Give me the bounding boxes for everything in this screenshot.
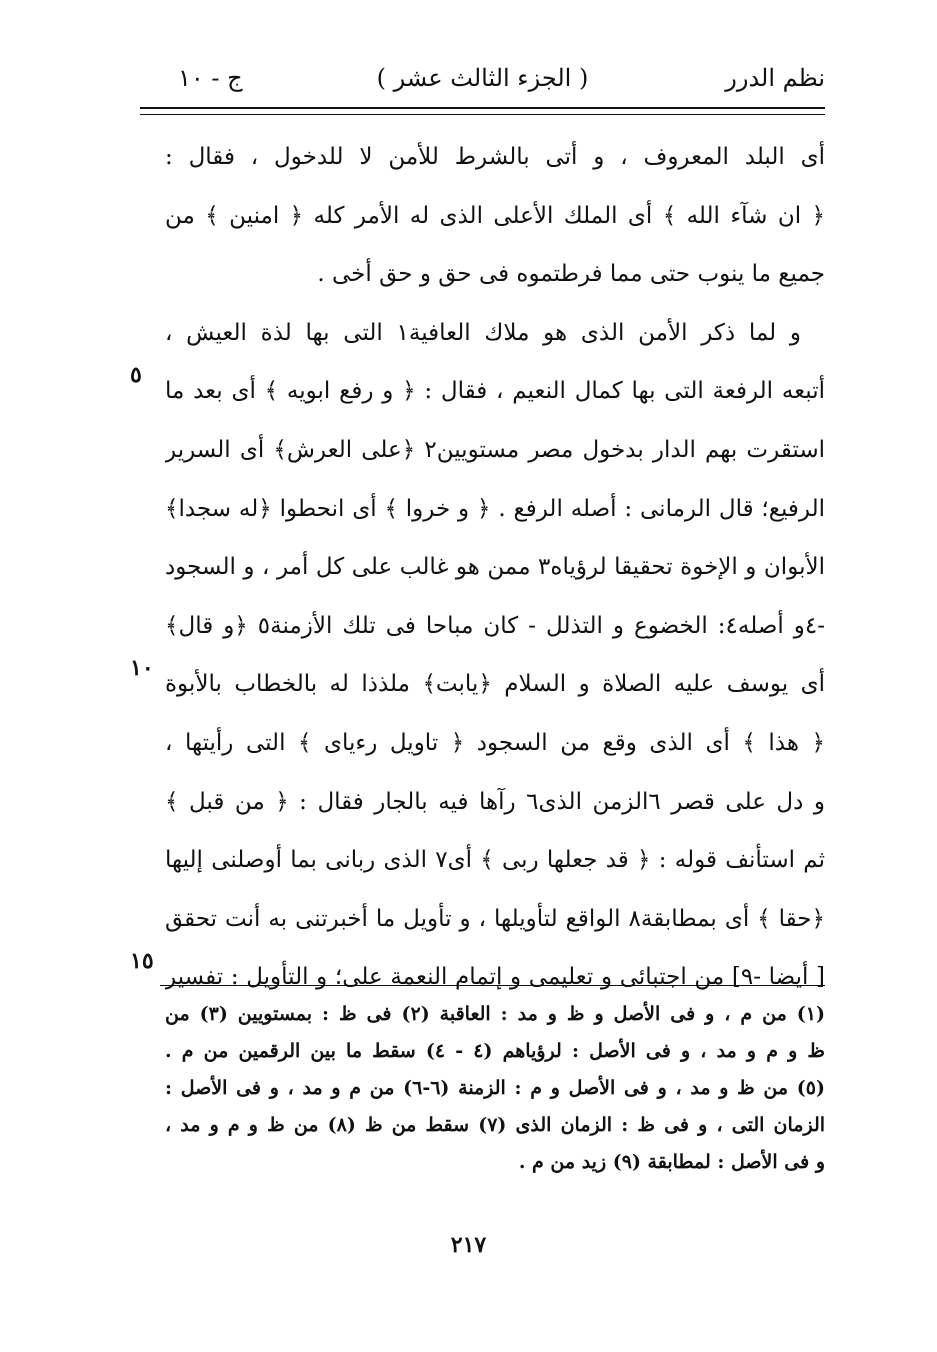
footnote-line: (١) من م ، و فى الأصل و ظ و مد : العاقبة (٢) فى ظ : بمستويين (٣) من	[165, 1003, 825, 1025]
text-line: ﴿ هذا ﴾ أى الذى وقع من السجود ﴿ تاويل رءياى ﴾ التى رأيتها ،	[165, 729, 825, 756]
text-line: الأبوان و الإخوة تحقيقا لرؤياه٣ ممن هو غالب على كل أمر ، و السجود	[165, 554, 825, 581]
text-line: أتبعه الرفعة التى بها كمال النعيم ، فقال : ﴿ و رفع ابويه ﴾ أى بعد ما	[165, 378, 825, 405]
part-title: ( الجزء الثالث عشر )	[376, 64, 589, 92]
header-rule-thick	[140, 107, 825, 109]
header-rule-thin	[140, 114, 825, 115]
footnote-line: و فى الأصل : لمطابقة (٩) زيد من م .	[518, 1151, 825, 1173]
chapter-reference: ج - ١٠	[178, 64, 243, 92]
text-line: ﴿حقا ﴾ أى بمطابقة٨ الواقع لتأويلها ، و تأويل ما أخبرتنى به أنت تحقق	[165, 905, 825, 932]
book-title: نظم الدرر	[725, 64, 825, 92]
line-number-marker: ١٥	[130, 948, 154, 974]
text-line: استقرت بهم الدار بدخول مصر مستويين٢ ﴿على العرش﴾ أى السرير	[165, 436, 825, 463]
footnote-line: ظ و م و مد ، و فى الأصل : لرؤياهم (٤ - ٤) سقط ما بين الرقمين من م .	[165, 1040, 825, 1062]
text-line: ﴿ ان شآء الله ﴾ أى الملك الأعلى الذى له الأمر كله ﴿ امنين ﴾ من	[165, 202, 825, 229]
text-line: الرفيع؛ قال الرمانى : أصله الرفع . ﴿ و خروا ﴾ أى انحطوا ﴿له سجدا﴾	[165, 495, 825, 522]
text-line: و دل على قصر ٦الزمن الذى٦ رآها فيه بالجار فقال : ﴿ من قبل ﴾	[165, 788, 825, 815]
text-line: [ أيضا -٩] من اجتبائى و تعليمى و إتمام النعمة على؛ و التأويل : تفسير	[165, 964, 825, 991]
line-number-marker: ١٠	[130, 655, 154, 681]
page-number: ٢١٧	[450, 1232, 487, 1258]
text-line: ثم استأنف قوله : ﴿ قد جعلها ربى ﴾ أى٧ الذى ربانى بما أوصلنى إليها	[165, 847, 825, 874]
text-line: أى يوسف عليه الصلاة و السلام ﴿يابت﴾ ملذذا له بالخطاب بالأبوة	[165, 671, 825, 698]
text-line: جميع ما ينوب حتى مما فرطتموه فى حق و حق أخى .	[317, 261, 825, 288]
text-line: -٤و أصله٤: الخضوع و التذلل - كان مباحا فى تلك الأزمنة٥ ﴿و قال﴾	[165, 612, 825, 639]
running-header	[140, 58, 825, 98]
footnote-line: الزمان التى ، و فى ظ : الزمان الذى (٧) سقط من ظ (٨) من ظ و م و مد ،	[165, 1114, 825, 1136]
main-text	[165, 128, 825, 1007]
line-number-marker: ٥	[130, 362, 142, 388]
text-line: و لما ذكر الأمن الذى هو ملاك العافية١ التى بها لذة العيش ،	[165, 319, 801, 346]
footnote-divider	[160, 985, 825, 986]
footnote-line: (٥) من ظ و مد ، و فى الأصل و م : الزمنة (٦-٦) من م و مد ، و فى الأصل :	[165, 1077, 825, 1099]
footnotes	[165, 996, 825, 1181]
text-line: أى البلد المعروف ، و أتى بالشرط للأمن لا للدخول ، فقال :	[165, 144, 825, 170]
